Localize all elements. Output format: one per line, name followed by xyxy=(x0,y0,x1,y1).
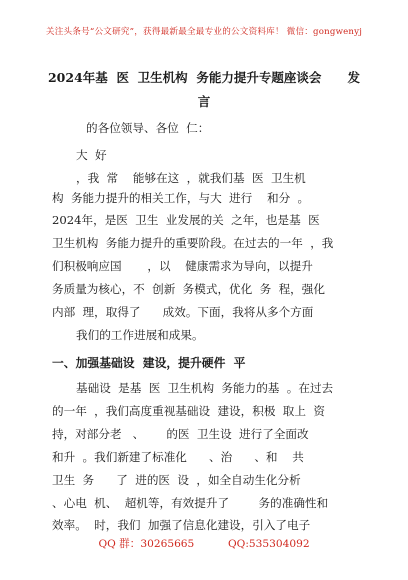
intro-line-5: 们积极响应国 ，以 健康需求为导向，以提升 xyxy=(52,259,313,273)
footer-contact: QQ 群：30265665 QQ:535304092 xyxy=(98,538,310,550)
section1-line-7: 效率。 时，我们 加强了信息化建设，引入了电子 xyxy=(52,518,311,532)
intro-line-2: 构 务能力提升的相关工作，与大 进行 和分 。 xyxy=(52,191,310,205)
intro-line-7: 内部 理，取得了 成效。下面，我将从多个方面 xyxy=(52,305,314,319)
salutation: 的各位领导、各位 仁： xyxy=(86,121,210,135)
intro-line-3: 2024年，是医 卫生 业发展的关 之年，也是基 医 xyxy=(52,213,320,227)
document-title-line-2: 言 xyxy=(197,94,211,109)
section1-line-3: 持，对部分老 、 的医 卫生设 进行了全面改 xyxy=(52,427,309,441)
section1-line-6: 、心电 机、 超机等，有效提升了 务的准确性和 xyxy=(52,496,329,510)
intro-line-4: 卫生机构 务能力提升的重要阶段。在过去的一年 ，我 xyxy=(52,236,334,250)
header-note: 关注头条号“公文研究”，获得最新最全最专业的公文资料库！ 微信：gongwenyj xyxy=(45,27,363,37)
section1-line-4: 和升 。我们新建了标准化 、治 、和 共 xyxy=(52,450,304,464)
section1-line-5: 卫生 务 了 进的医 设 ，如全自动生化分析 xyxy=(52,473,301,487)
intro-line-1: ，我 常 能够在这 ，就我们基 医 卫生机 xyxy=(76,171,306,185)
section1-line-2: 的一年 ，我们高度重视基础设 建设，积极 取上 资 xyxy=(52,404,325,418)
greeting: 大 好 xyxy=(76,148,107,162)
section1-line-1: 基础设 是基 医 卫生机构 务能力的基 。在过去 xyxy=(76,381,334,395)
section-heading-1: 一、加强基础设 建设，提升硬件 平 xyxy=(52,356,246,370)
document-title-line-1: 2024年基 医 卫生机构 务能力提升专题座谈会 发 xyxy=(47,70,360,85)
intro-line-6: 务质量为核心，不 创新 务模式，优化 务 程，强化 xyxy=(52,282,325,296)
intro-line-8: 我们的工作进展和成果。 xyxy=(76,328,204,342)
